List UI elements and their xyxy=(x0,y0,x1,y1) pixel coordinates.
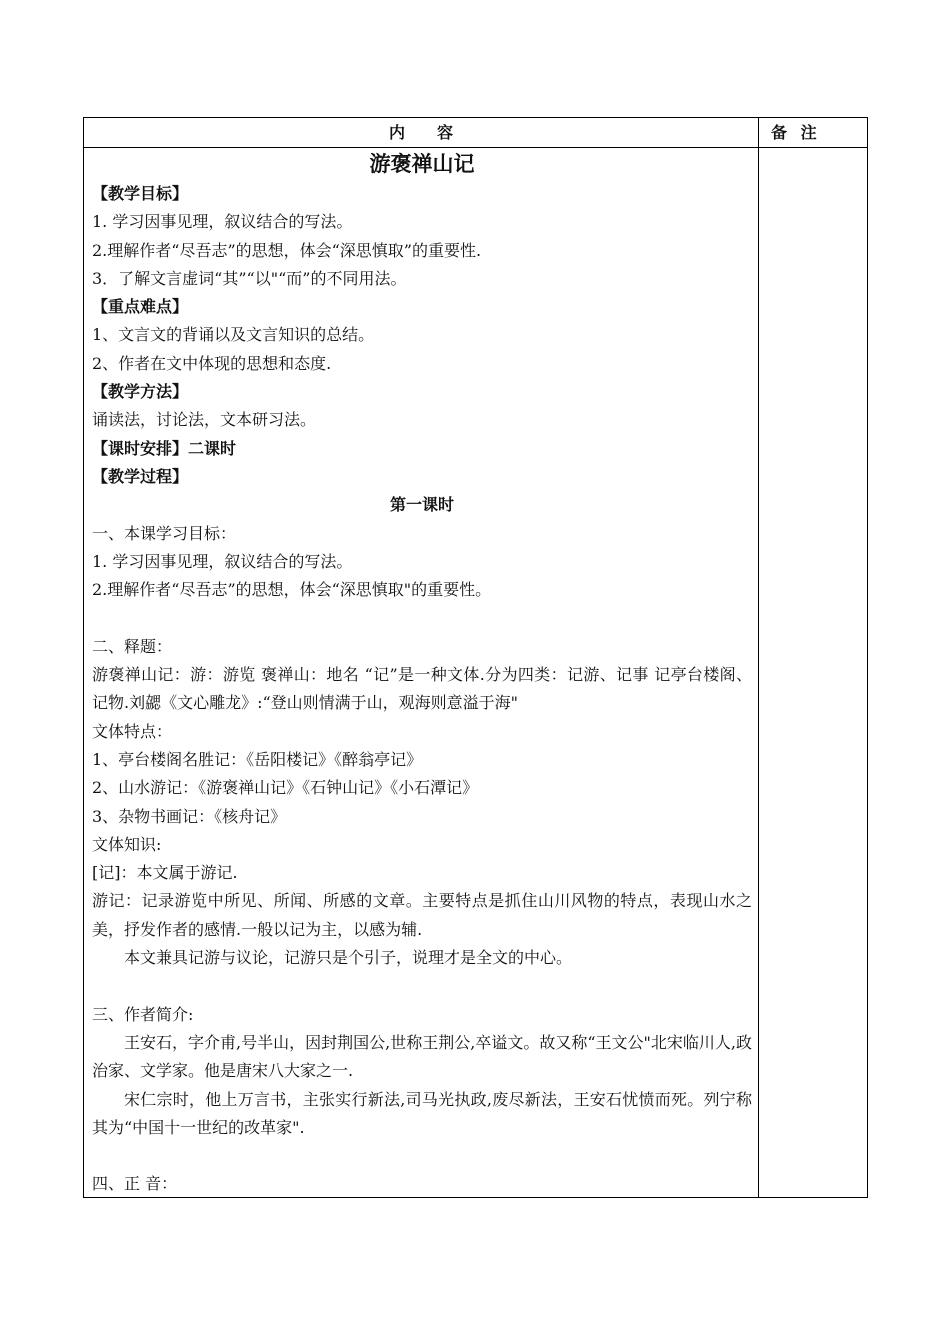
column-divider xyxy=(758,118,759,1197)
content-line: 文体知识: xyxy=(92,834,162,854)
content-line: 2、山水游记：《游褒禅山记》《石钟山记》《小石潭记》 xyxy=(92,778,479,798)
header-remarks: 备 注 xyxy=(771,123,821,142)
blank-line xyxy=(92,1142,752,1170)
section-heading: 【教学方法】 xyxy=(92,382,189,402)
content-line: 游褒禅山记：游：游览 褒禅山：地名 “记”是一种文体.分为四类：记游、记事 记亭台楼阁、记物.刘勰《文心雕龙》:“登山则情满于山，观海则意溢于海" xyxy=(92,665,752,713)
content-line: 1、文言文的背诵以及文言知识的总结。 xyxy=(92,325,375,345)
content-line: 三、作者简介: xyxy=(92,1004,194,1024)
content-line: 一、本课学习目标： xyxy=(92,523,237,543)
content-cell xyxy=(92,148,752,1199)
content-line: 1、亭台楼阁名胜记：《岳阳楼记》《醉翁亭记》 xyxy=(92,749,423,769)
blank-line xyxy=(92,972,752,1000)
content-line: 诵读法，讨论法，文本研习法。 xyxy=(92,410,317,430)
content-line: 2、作者在文中体现的思想和态度. xyxy=(92,353,332,373)
content-line: 文体特点： xyxy=(92,721,173,741)
content-line: 游记：记录游览中所见、所闻、所感的文章。主要特点是抓住山川风物的特点，表现山水之美，抒发作者的感情.一般以记为主，以感为辅. xyxy=(92,891,752,939)
blank-line xyxy=(92,604,752,632)
section-heading: 第一课时 xyxy=(389,495,454,515)
lesson-plan-table xyxy=(83,117,868,1198)
content-line: 本文兼具记游与议论，记游只是个引子，说理才是全文的中心。 xyxy=(124,948,573,968)
content-line: 2.理解作者“尽吾志”的思想，体会“深思慎取”的重要性. xyxy=(92,240,482,260)
content-line: 3．了解文言虚词“其”“以"“而”的不同用法。 xyxy=(92,268,407,288)
content-line: 3、杂物书画记：《核舟记》 xyxy=(92,806,287,826)
section-heading: 【课时安排】二课时 xyxy=(92,438,237,458)
content-line: 2.理解作者“尽吾志”的思想，体会“深思慎取"的重要性。 xyxy=(92,580,492,600)
section-heading: 【重点难点】 xyxy=(92,297,189,317)
section-heading: 【教学过程】 xyxy=(92,466,189,486)
header-content: 内 容 xyxy=(388,123,453,142)
content-line: 二、释题： xyxy=(92,636,173,656)
content-line: 宋仁宗时，他上万言书，主张实行新法,司马光执政,废尽新法，王安石忧愤而死。列宁称其为“中国十一世纪的改革家". xyxy=(92,1089,752,1137)
content-line: 四、正 音： xyxy=(92,1174,178,1194)
section-heading: 【教学目标】 xyxy=(92,184,189,203)
content-line: 1. 学习因事见理，叙议结合的写法。 xyxy=(92,212,353,232)
lesson-title: 游褒禅山记 xyxy=(369,152,475,176)
content-line: 王安石，字介甫,号半山，因封荆国公,世称王荆公,卒谥文。故又称“王文公"北宋临川人,政治家、文学家。他是唐宋八大家之一. xyxy=(92,1032,752,1081)
content-line: 1. 学习因事见理，叙议结合的写法。 xyxy=(92,551,353,571)
content-line: [记]：本文属于游记. xyxy=(92,863,238,883)
